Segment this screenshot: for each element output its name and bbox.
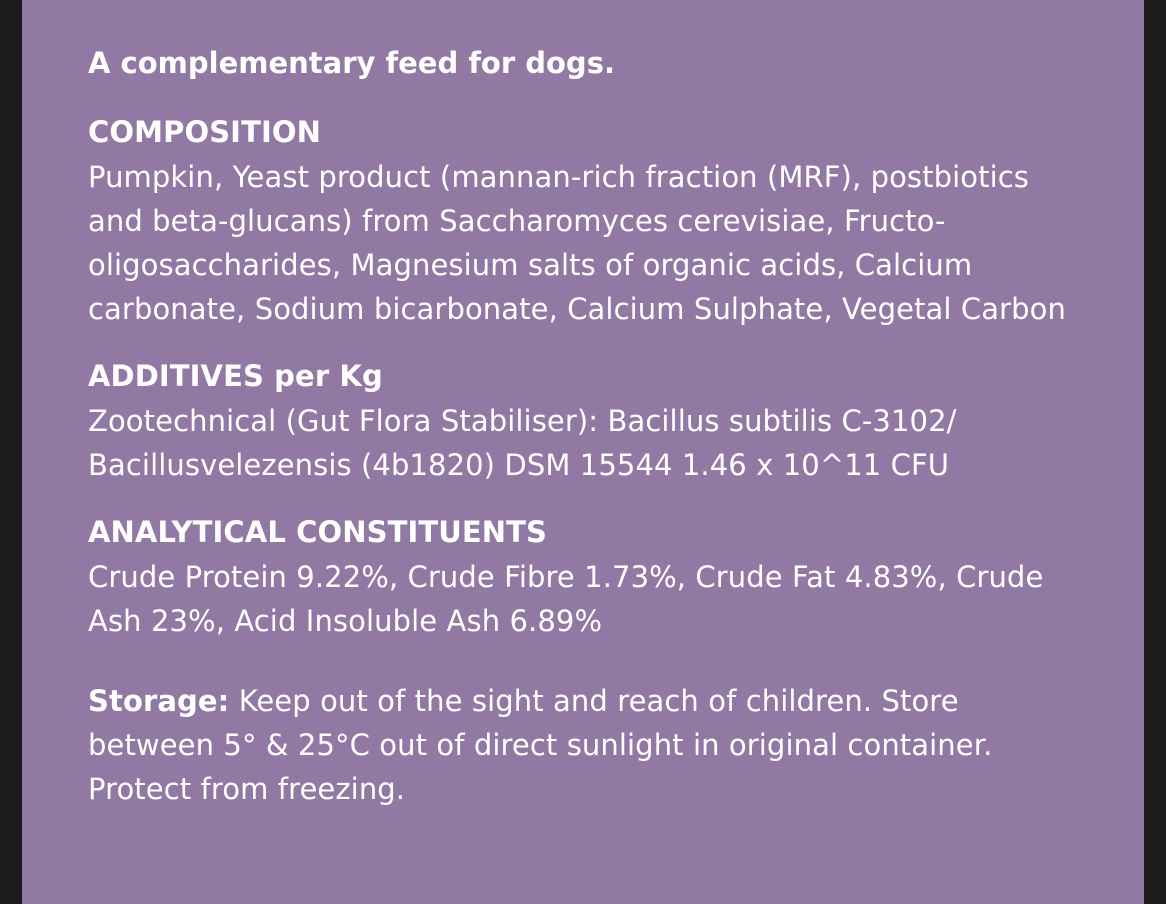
composition-text: Pumpkin, Yeast product (mannan-rich fraction (MRF), postbiotics and beta-glucans) from Saccharomyces cerevisiae, Fructo-oligosaccharides, Magnesium salts of organic acids, Calcium carbonate, Sodium bicarbonate, Calcium Sulphate, Vegetal Carbon — [88, 159, 1066, 326]
storage-label: Storage: — [88, 684, 230, 719]
product-label-panel — [22, 0, 1144, 904]
additives-heading: ADDITIVES per Kg — [88, 359, 383, 394]
storage-text: Keep out of the sight and reach of children. Store between 5° & 25°C out of direct sunlight in original container. Protect from freezing. — [88, 684, 993, 807]
storage-section — [88, 679, 1084, 811]
analytical-constituents-heading: ANALYTICAL CONSTITUENTS — [88, 515, 548, 550]
additives-section — [88, 357, 1084, 487]
lead-statement: A complementary feed for dogs. — [88, 46, 615, 80]
storage-line — [88, 679, 1084, 811]
composition-section — [88, 113, 1084, 331]
composition-heading: COMPOSITION — [88, 114, 321, 149]
additives-text: Zootechnical (Gut Flora Stabiliser): Bacillus subtilis C-3102/ Bacillusvelezensis (4b1820) DSM 15544 1.46 x 10^11 CFU — [88, 403, 957, 482]
analytical-constituents-section — [88, 513, 1084, 643]
analytical-constituents-text: Crude Protein 9.22%, Crude Fibre 1.73%, Crude Fat 4.83%, Crude Ash 23%, Acid Insoluble Ash 6.89% — [88, 559, 1044, 638]
